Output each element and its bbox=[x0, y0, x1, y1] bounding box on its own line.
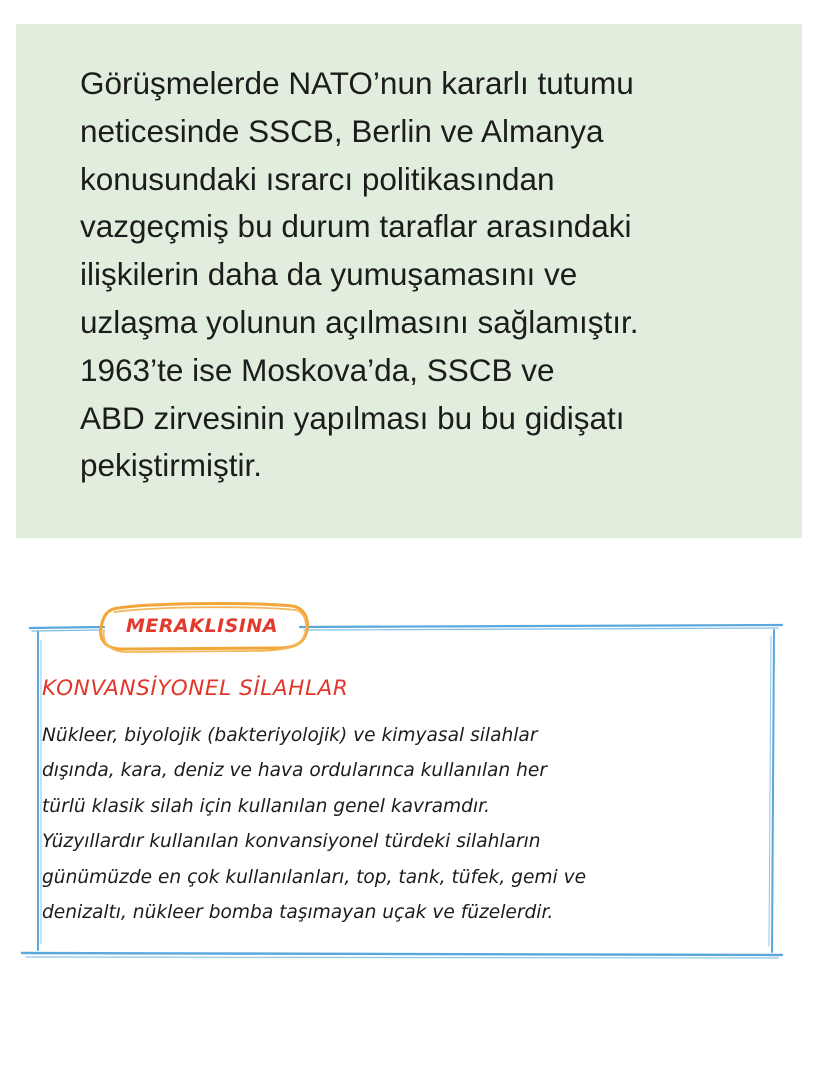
meraklisina-line: türlü klasik silah için kullanılan genel kavramdır. bbox=[42, 795, 490, 817]
meraklisina-heading: KONVANSİYONEL SİLAHLAR bbox=[42, 676, 349, 701]
paragraph-line: ilişkilerin daha da yumuşamasını ve bbox=[80, 256, 578, 293]
paragraph-line: Görüşmelerde NATO’nun kararlı tutumu bbox=[80, 65, 634, 101]
paragraph-line: konusundaki ısrarcı politikasından bbox=[80, 160, 555, 197]
meraklisina-badge: MERAKLISINA bbox=[126, 615, 278, 637]
main-paragraph bbox=[80, 60, 782, 490]
frame-top-right-line bbox=[300, 625, 782, 627]
paragraph-line: ABD zirvesinin yapılması bu bu gidişatı bbox=[80, 399, 625, 436]
frame-top-left-line bbox=[30, 627, 104, 628]
paragraph-line: neticesinde SSCB, Berlin ve Almanya bbox=[80, 112, 604, 149]
meraklisina-body bbox=[42, 718, 586, 930]
frame-right-line bbox=[772, 630, 774, 952]
meraklisina-line: günümüzde en çok kullanılanları, top, tank, tüfek, gemi ve bbox=[42, 866, 587, 888]
meraklisina-line: dışında, kara, deniz ve hava ordularınca kullanılan her bbox=[42, 760, 547, 782]
paragraph-line: vazgeçmiş bu durum taraflar arasındaki bbox=[80, 208, 632, 245]
paragraph-line: 1963’te ise Moskova’da, SSCB ve bbox=[80, 351, 555, 388]
frame-bottom-line bbox=[22, 953, 782, 955]
paragraph-line: uzlaşma yolunun açılmasını sağlamıştır. bbox=[80, 303, 639, 340]
paragraph-line: pekiştirmiştir. bbox=[80, 447, 263, 484]
meraklisina-line: Nükleer, biyolojik (bakteriyolojik) ve kimyasal silahlar bbox=[42, 725, 538, 746]
meraklisina-line: Yüzyıllardır kullanılan konvansiyonel türdeki silahların bbox=[42, 831, 541, 853]
meraklisina-line: denizaltı, nükleer bomba taşımayan uçak ve füzelerdir. bbox=[42, 902, 554, 924]
info-box bbox=[16, 24, 802, 538]
